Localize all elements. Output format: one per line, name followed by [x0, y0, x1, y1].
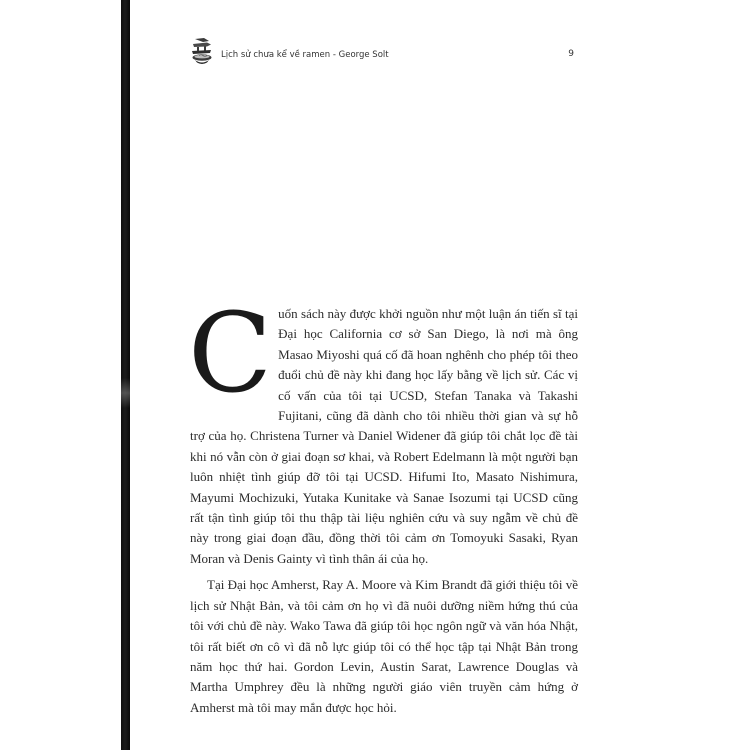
spine-highlight — [121, 378, 130, 408]
page-number: 9 — [568, 49, 574, 59]
drop-cap: C — [188, 289, 273, 417]
book-spine-edge — [121, 0, 130, 750]
paragraph-1-text: uốn sách này được khởi nguồn như một luận án tiến sĩ tại Đại học California cơ sở San Diego, là nơi mà ông Masao Miyoshi quá cố đã hoan nghênh cho phép tôi theo đuổi chủ đề này khi đang học lấy bằng về lịch sử. Các vị cố vấn của tôi tại UCSD, Stefan Tanaka và Takashi Fujitani, cũng đã dành cho tôi nhiều thời gian và sự hỗ trợ của họ. Christena Turner và Daniel Widener đã giúp tôi chắt lọc đề tài khi nó vẫn còn ở giai đoạn sơ khai, và Robert Edelmann là một người bạn luôn nhiệt tình giúp đỡ tôi tại UCSD. Hifumi Ito, Masato Nishimura, Mayumi Mochizuki, Yutaka Kunitake và Sanae Isozumi tại UCSD cũng rất tận tình giúp tôi thu thập tài liệu nghiên cứu và suy ngẫm về chủ đề này trong giai đoạn đầu, đồng thời tôi cảm ơn Tomoyuki Sasaki, Ryan Moran và Denis Gainty vì tình thân ái của họ. — [190, 306, 578, 566]
paragraph-2: Tại Đại học Amherst, Ray A. Moore và Kim Brandt đã giới thiệu tôi về lịch sử Nhật Bản, và tôi cảm ơn họ vì đã nuôi dưỡng niềm hứng thú của tôi với chủ đề này. Wako Tawa đã giúp tôi học ngôn ngữ và văn hóa Nhật, tôi rất biết ơn cô vì đã nỗ lực giúp tôi có thể học tập tại Nhật Bản trong năm học thứ hai. Gordon Levin, Austin Sarat, Lawrence Douglas và Martha Umphrey đều là những người giáo viên truyền cảm hứng ở Amherst mà tôi may mắn được học hỏi. — [190, 577, 578, 715]
chapter-body — [188, 289, 578, 718]
running-title: Lịch sử chưa kể về ramen - George Solt — [221, 50, 389, 60]
book-page — [130, 0, 630, 750]
page-header — [190, 36, 574, 70]
paragraph-1 — [188, 289, 578, 569]
publisher-logo-icon — [190, 36, 214, 66]
